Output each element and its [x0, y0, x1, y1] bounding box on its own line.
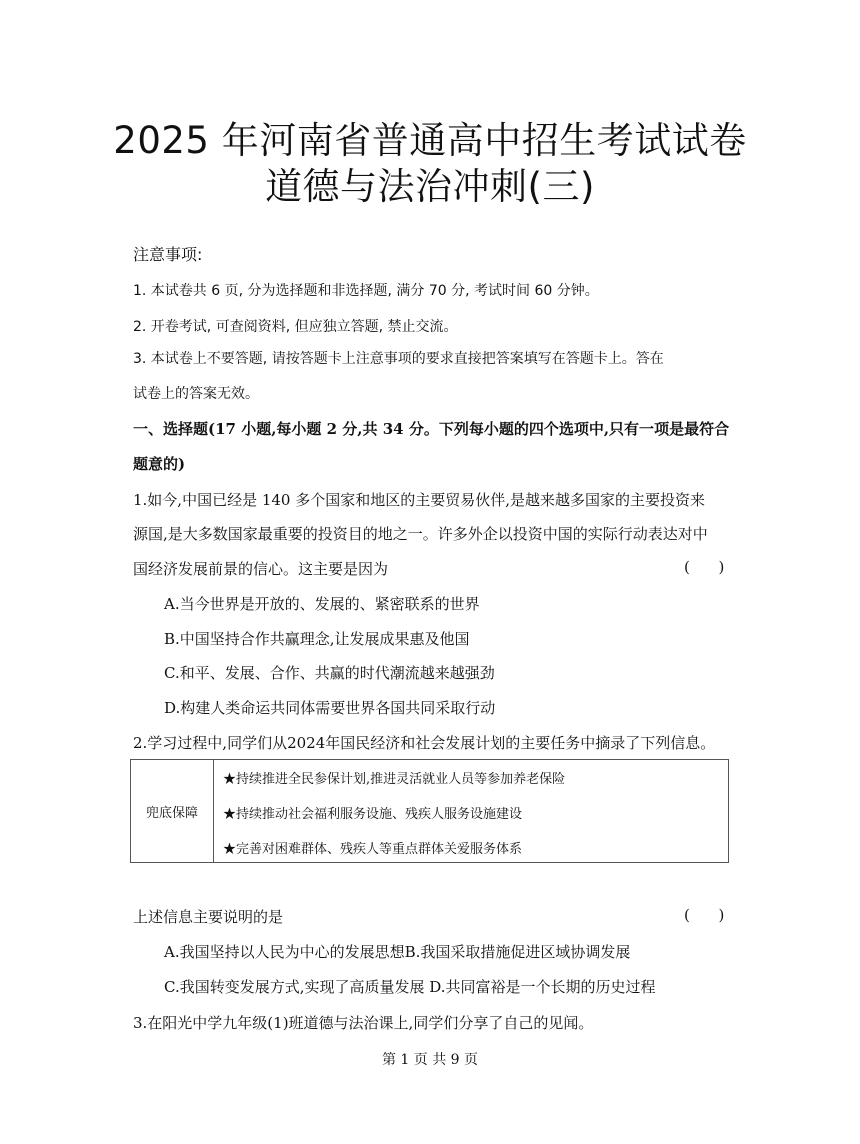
notice-item-2: 2. 开卷考试, 可查阅资料, 但应独立答题, 禁止交流。: [133, 319, 458, 335]
q3-stem: 3.在阳光中学九年级(1)班道德与法治课上,同学们分享了自己的见闻。: [133, 1014, 594, 1032]
q2-stem: 2.学习过程中,同学们从2024年国民经济和社会发展计划的主要任务中摘录了下列信息。: [133, 734, 716, 752]
table-item: ★持续推进全民参保计划,推进灵活就业人员等参加养老保险: [223, 772, 566, 787]
q2-question: 上述信息主要说明的是: [133, 908, 284, 926]
exam-subtitle: 道德与法治冲刺(三): [265, 165, 595, 208]
q2-options-row-1: A.我国坚持以人民为中心的发展思想B.我国采取措施促进区域协调发展: [164, 943, 631, 961]
section-heading: 一、选择题(17 小题,每小题 2 分,共 34 分。下列每小题的四个选项中,只有一项是最符合: [133, 420, 730, 438]
q1-option-d: D.构建人类命运共同体需要世界各国共同采取行动: [164, 699, 496, 717]
table-item: ★完善对困难群体、残疾人等重点群体关爱服务体系: [223, 842, 523, 857]
q1-answer-paren: ( ): [684, 558, 725, 576]
q1-option-c: C.和平、发展、合作、共赢的时代潮流越来越强劲: [164, 664, 495, 682]
table-item: ★持续推动社会福利服务设施、残疾人服务设施建设: [223, 807, 523, 822]
exam-title: 2025 年河南省普通高中招生考试试卷: [113, 119, 747, 162]
q1-stem-line: 1.如今,中国已经是 140 多个国家和地区的主要贸易伙伴,是越来越多国家的主要投资来: [133, 491, 706, 509]
table-category-cell: 兜底保障: [131, 760, 214, 862]
notice-item-1: 1. 本试卷共 6 页, 分为选择题和非选择题, 满分 70 分, 考试时间 60 分钟。: [133, 283, 599, 299]
notice-item-3-cont: 试卷上的答案无效。: [133, 386, 259, 402]
notice-item-3: 3. 本试卷上不要答题, 请按答题卡上注意事项的要求直接把答案填写在答题卡上。答在: [133, 351, 664, 367]
q2-info-table: [130, 759, 729, 863]
q2-answer-paren: ( ): [684, 906, 725, 924]
q1-stem-line: 国经济发展前景的信心。这主要是因为: [133, 560, 389, 578]
q2-options-row-2: C.我国转变发展方式,实现了高质量发展 D.共同富裕是一个长期的历史过程: [164, 978, 656, 996]
page-number: 第 1 页 共 9 页: [381, 1052, 479, 1068]
q1-stem-line: 源国,是大多数国家最重要的投资目的地之一。许多外企以投资中国的实际行动表达对中: [133, 525, 708, 543]
section-heading-cont: 题意的): [133, 455, 186, 473]
q1-option-a: A.当今世界是开放的、发展的、紧密联系的世界: [164, 595, 480, 613]
q1-option-b: B.中国坚持合作共赢理念,让发展成果惠及他国: [164, 630, 470, 648]
notice-heading: 注意事项:: [133, 245, 203, 264]
